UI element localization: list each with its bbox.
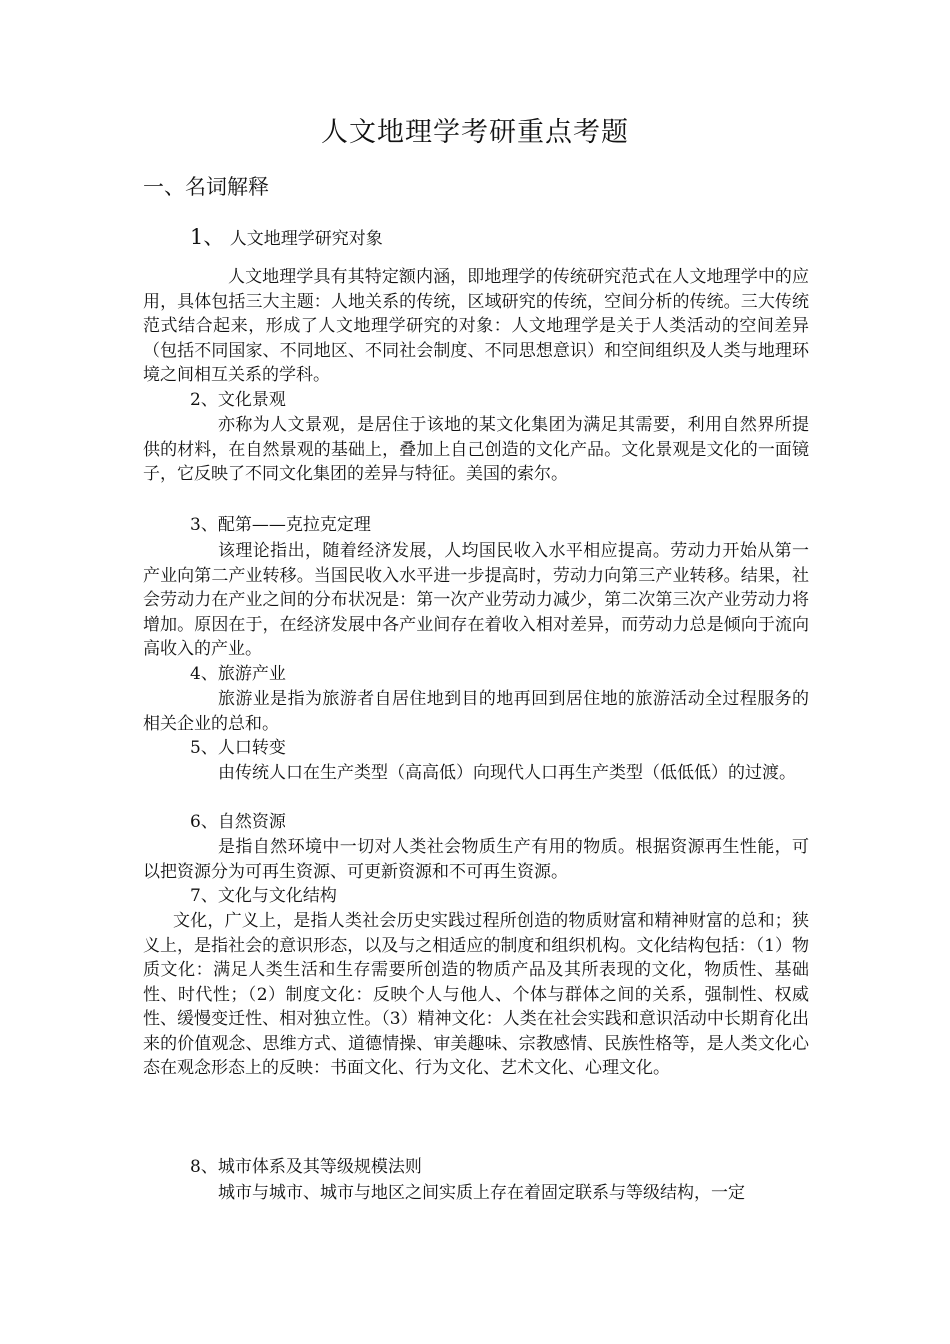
item-heading-3: 3、配第——克拉克定理	[190, 515, 371, 535]
item-body-7: 文化，广义上，是指人类社会历史实践过程所创造的物质财富和精神财富的总和；狭义上，是指社会的意识形态，以及与之相适应的制度和组织机构。文化结构包括：（1）物质文化：满足人类生活和生存需要所创造的物质产品及其所表现的文化，物质性、基础性、时代性；（2）制度文化：反映个人与他人、个体与群体之间的关系，强制性、权威性、缓慢变迁性、相对独立性。（3）精神文化：人类在社会实践和意识活动中长期育化出来的价值观念、思维方式、道德情操、审美趣味、宗教感情、民族性格等，是人类文化心态在观念形态上的反映：书面文化、行为文化、艺术文化、心理文化。	[143, 911, 809, 1078]
document-title: 人文地理学考研重点考题	[321, 117, 629, 148]
item-body-4: 旅游业是指为旅游者自居住地到目的地再回到居住地的旅游活动全过程服务的相关企业的总和。	[143, 689, 809, 734]
item-heading-5: 5、人口转变	[190, 738, 286, 758]
item-heading-1	[190, 225, 383, 251]
item-heading-8: 8、城市体系及其等级规模法则	[190, 1157, 422, 1177]
item-number-1: 1、	[190, 225, 225, 249]
item-heading-text-1: 人文地理学研究对象	[229, 229, 383, 249]
item-body-3: 该理论指出，随着经济发展，人均国民收入水平相应提高。劳动力开始从第一产业向第二产业转移。当国民收入水平进一步提高时，劳动力向第三产业转移。结果，社会劳动力在产业之间的分布状况是：第一次产业劳动力减少，第二次第三次产业劳动力将增加。原因在于，在经济发展中各产业间存在着收入相对差异，而劳动力总是倾向于流向高收入的产业。	[143, 541, 809, 659]
item-body-8: 城市与城市、城市与地区之间实质上存在着固定联系与等级结构，一定	[218, 1183, 745, 1203]
section-heading: 一、名词解释	[143, 175, 269, 199]
item-body-5: 由传统人口在生产类型（高高低）向现代人口再生产类型（低低低）的过渡。	[218, 763, 796, 783]
item-heading-6: 6、自然资源	[190, 812, 286, 832]
item-body-2: 亦称为人文景观，是居住于该地的某文化集团为满足其需要，利用自然界所提供的材料，在自然景观的基础上，叠加上自己创造的文化产品。文化景观是文化的一面镜子，它反映了不同文化集团的差异与特征。美国的索尔。	[143, 415, 809, 484]
item-body-6: 是指自然环境中一切对人类社会物质生产有用的物质。根据资源再生性能，可以把资源分为可再生资源、可更新资源和不可再生资源。	[143, 837, 809, 882]
item-heading-4: 4、旅游产业	[190, 664, 286, 684]
item-heading-7: 7、文化与文化结构	[190, 886, 337, 906]
item-heading-2: 2、文化景观	[190, 390, 286, 410]
item-body-1: 人文地理学具有其特定额内涵，即地理学的传统研究范式在人文地理学中的应用，具体包括三大主题：人地关系的传统，区域研究的传统，空间分析的传统。三大传统范式结合起来，形成了人文地理学研究的对象：人文地理学是关于人类活动的空间差异（包括不同国家、不同地区、不同社会制度、不同思想意识）和空间组织及人类与地理环境之间相互关系的学科。	[143, 267, 809, 385]
